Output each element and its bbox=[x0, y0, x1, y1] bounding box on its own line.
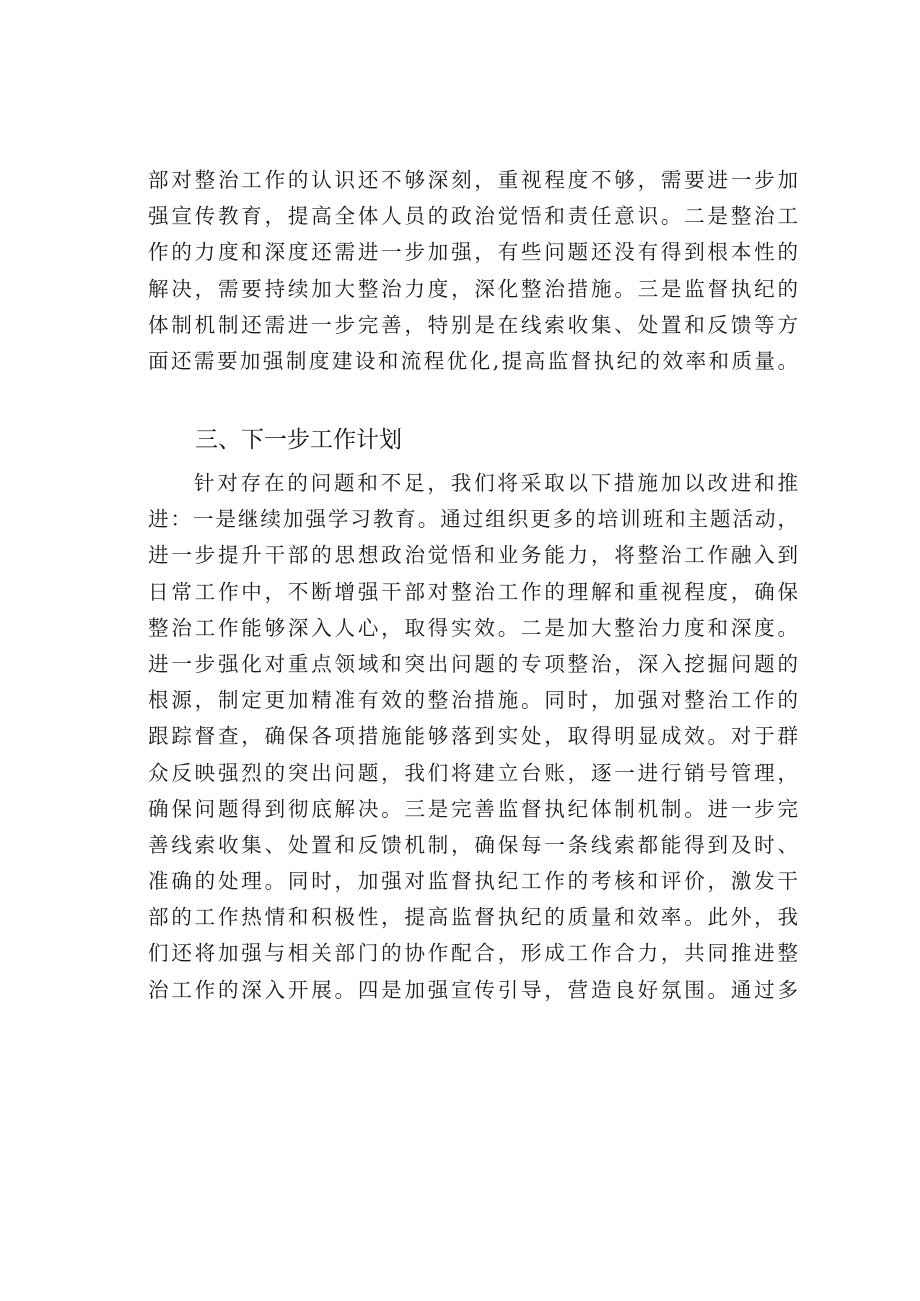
paragraph-line: 部的工作热情和积极性，提高监督执纪的质量和效率。此外，我 bbox=[148, 905, 798, 930]
paragraph-line: 们还将加强与相关部门的协作配合，形成工作合力，共同推进整 bbox=[148, 941, 798, 966]
paragraph-line: 进一步提升干部的思想政治觉悟和业务能力，将整治工作融入到 bbox=[148, 543, 798, 568]
paragraph-line: 针对存在的问题和不足，我们将采取以下措施加以改进和推 bbox=[194, 471, 798, 495]
section3-paragraph bbox=[148, 465, 798, 1008]
paragraph-line: 进一步强化对重点领域和突出问题的专项整治，深入挖掘问题的 bbox=[148, 651, 798, 676]
paragraph-line: 整治工作能够深入人心，取得实效。二是加大整治力度和深度。 bbox=[148, 615, 798, 640]
paragraph-line: 强宣传教育，提高全体人员的政治觉悟和责任意识。二是整治工 bbox=[148, 204, 798, 229]
paragraph-line: 面还需要加强制度建设和流程优化,提高监督执纪的效率和质量。 bbox=[148, 348, 798, 373]
paragraph-line: 准确的处理。同时，加强对监督执纪工作的考核和评价，激发干 bbox=[148, 869, 798, 894]
section3-heading: 三、下一步工作计划 bbox=[195, 427, 402, 453]
paragraph-line: 治工作的深入开展。四是加强宣传引导，营造良好氛围。通过多 bbox=[148, 977, 798, 1002]
paragraph-line: 众反映强烈的突出问题，我们将建立台账，逐一进行销号管理， bbox=[148, 760, 798, 785]
paragraph-line: 体制机制还需进一步完善，特别是在线索收集、处置和反馈等方 bbox=[148, 312, 798, 337]
paragraph-line: 日常工作中，不断增强干部对整治工作的理解和重视程度，确保 bbox=[148, 579, 798, 604]
paragraph-line: 善线索收集、处置和反馈机制，确保每一条线索都能得到及时、 bbox=[148, 832, 798, 857]
paragraph-line: 作的力度和深度还需进一步加强，有些问题还没有得到根本性的 bbox=[148, 240, 798, 265]
paragraph-line: 跟踪督查，确保各项措施能够落到实处，取得明显成效。对于群 bbox=[148, 724, 798, 749]
paragraph-line: 解决，需要持续加大整治力度，深化整治措施。三是监督执纪的 bbox=[148, 276, 798, 301]
paragraph-line: 进：一是继续加强学习教育。通过组织更多的培训班和主题活动， bbox=[148, 507, 798, 532]
paragraph-line: 部对整治工作的认识还不够深刻，重视程度不够，需要进一步加 bbox=[148, 168, 798, 192]
paragraph-line: 确保问题得到彻底解决。三是完善监督执纪体制机制。进一步完 bbox=[148, 796, 798, 821]
section2-continuation-paragraph bbox=[148, 162, 798, 379]
paragraph-line: 根源，制定更加精准有效的整治措施。同时，加强对整治工作的 bbox=[148, 688, 798, 713]
